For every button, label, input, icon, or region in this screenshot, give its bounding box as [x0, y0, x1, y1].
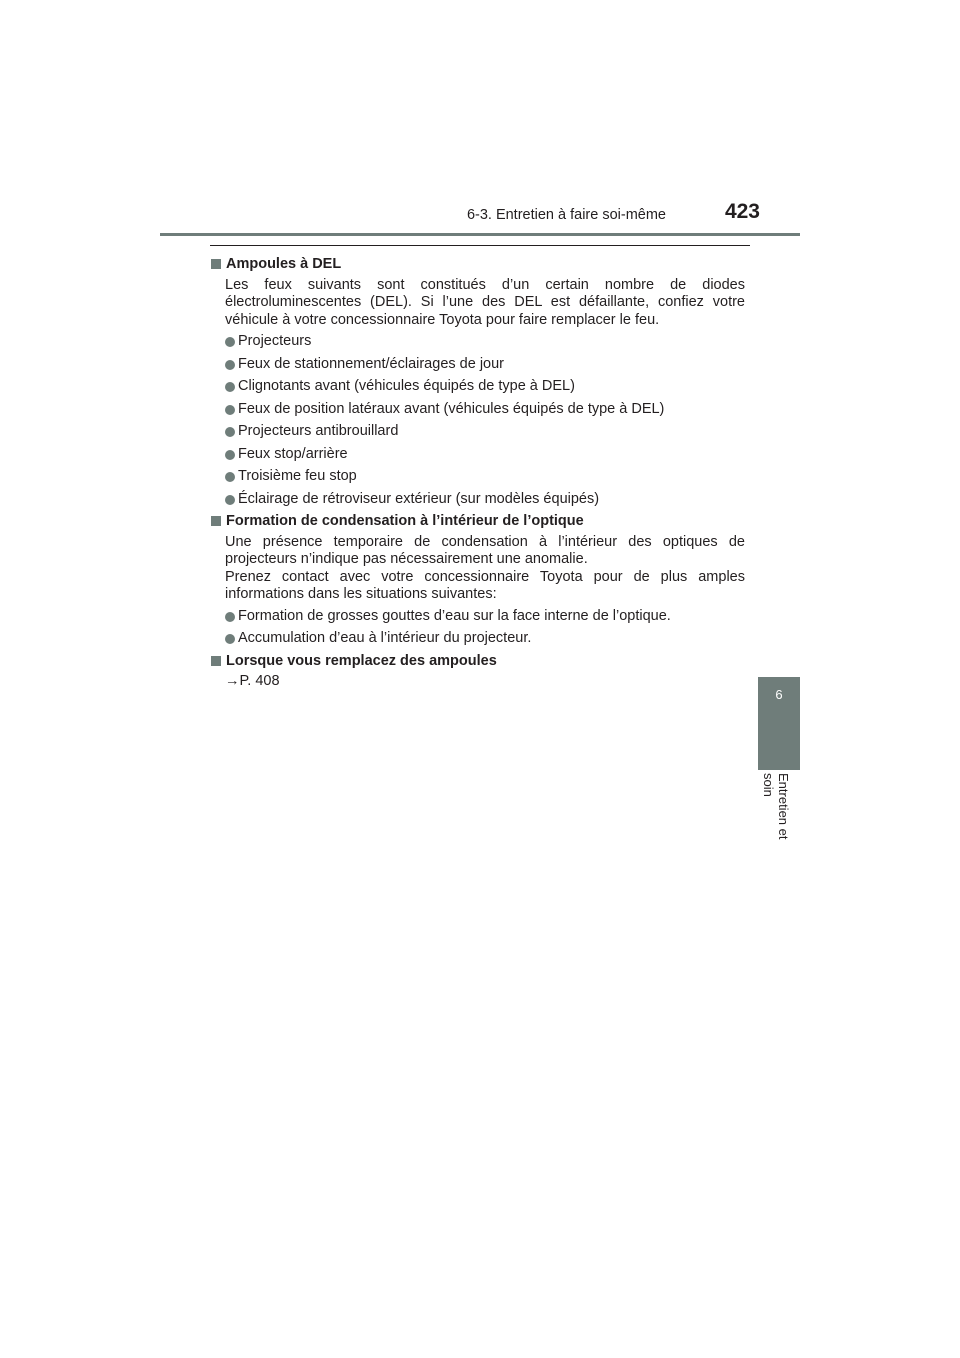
list-item	[225, 401, 745, 419]
list-item	[225, 423, 745, 441]
side-tab-label: Entretien et soin	[761, 773, 791, 840]
list-item-text: Accumulation d’eau à l’intérieur du projecteur.	[238, 630, 532, 646]
list-item	[225, 446, 745, 464]
circle-bullet-icon	[225, 360, 235, 370]
section-heading	[210, 513, 745, 531]
list-item	[225, 378, 745, 396]
square-bullet-icon	[211, 656, 221, 666]
section-heading-text: Ampoules à DEL	[226, 256, 342, 272]
section-heading	[210, 653, 745, 671]
list-item-text: Projecteurs	[238, 333, 312, 349]
section-led-bulbs	[210, 256, 745, 508]
content	[210, 256, 745, 693]
content-rule	[210, 245, 750, 246]
list-item-text: Troisième feu stop	[238, 468, 357, 484]
section-replacing-bulbs	[210, 653, 745, 691]
list-item-text: Éclairage de rétroviseur extérieur (sur modèles équipés)	[238, 490, 600, 507]
list-item	[225, 608, 745, 626]
list-item-text: Feux stop/arrière	[238, 445, 348, 462]
list-item-text: Feux de position latéraux avant (véhicules équipés de type à DEL)	[238, 400, 665, 417]
circle-bullet-icon	[225, 450, 235, 460]
square-bullet-icon	[211, 259, 221, 269]
square-bullet-icon	[211, 516, 221, 526]
circle-bullet-icon	[225, 337, 235, 347]
paragraph: Les feux suivants sont constitués d’un certain nombre de diodes électroluminescentes (DEL). Si l’une des DEL est défaillante, confiez votre véhicule à votre concessionnaire Toyota pour faire remplacer le feu.	[225, 276, 745, 328]
header-title: 6-3. Entretien à faire soi-même	[466, 207, 666, 223]
page-reference-link[interactable]: →P. 408	[225, 673, 280, 689]
section-heading	[210, 256, 745, 274]
list-item-text: Projecteurs antibrouillard	[238, 423, 399, 439]
circle-bullet-icon	[225, 612, 235, 622]
bullet-list	[210, 333, 745, 508]
circle-bullet-icon	[225, 634, 235, 644]
page-number: 423	[724, 200, 760, 223]
list-item-text: Feux de stationnement/éclairages de jour	[238, 355, 504, 372]
circle-bullet-icon	[225, 382, 235, 392]
section-heading-text: Lorsque vous remplacez des ampoules	[226, 652, 497, 669]
circle-bullet-icon	[225, 495, 235, 505]
list-item	[225, 630, 745, 648]
header-rule	[160, 233, 800, 236]
circle-bullet-icon	[225, 405, 235, 415]
circle-bullet-icon	[225, 472, 235, 482]
side-tab-number: 6	[775, 687, 783, 702]
list-item	[225, 356, 745, 374]
list-item	[225, 333, 745, 351]
paragraph: Prenez contact avec votre concessionnaire Toyota pour de plus amples informations dans les situations suivantes:	[225, 568, 745, 602]
list-item	[225, 491, 745, 509]
section-heading-text: Formation de condensation à l’intérieur de l’optique	[226, 513, 584, 529]
paragraph: Une présence temporaire de condensation à l’intérieur des optiques de projecteurs n’indique pas nécessairement une anomalie.	[225, 533, 745, 567]
circle-bullet-icon	[225, 427, 235, 437]
section-condensation	[210, 513, 745, 648]
list-item-text: Clignotants avant (véhicules équipés de type à DEL)	[238, 378, 575, 394]
list-item-text: Formation de grosses gouttes d’eau sur la face interne de l’optique.	[238, 607, 671, 624]
bullet-list	[210, 608, 745, 648]
list-item	[225, 468, 745, 486]
